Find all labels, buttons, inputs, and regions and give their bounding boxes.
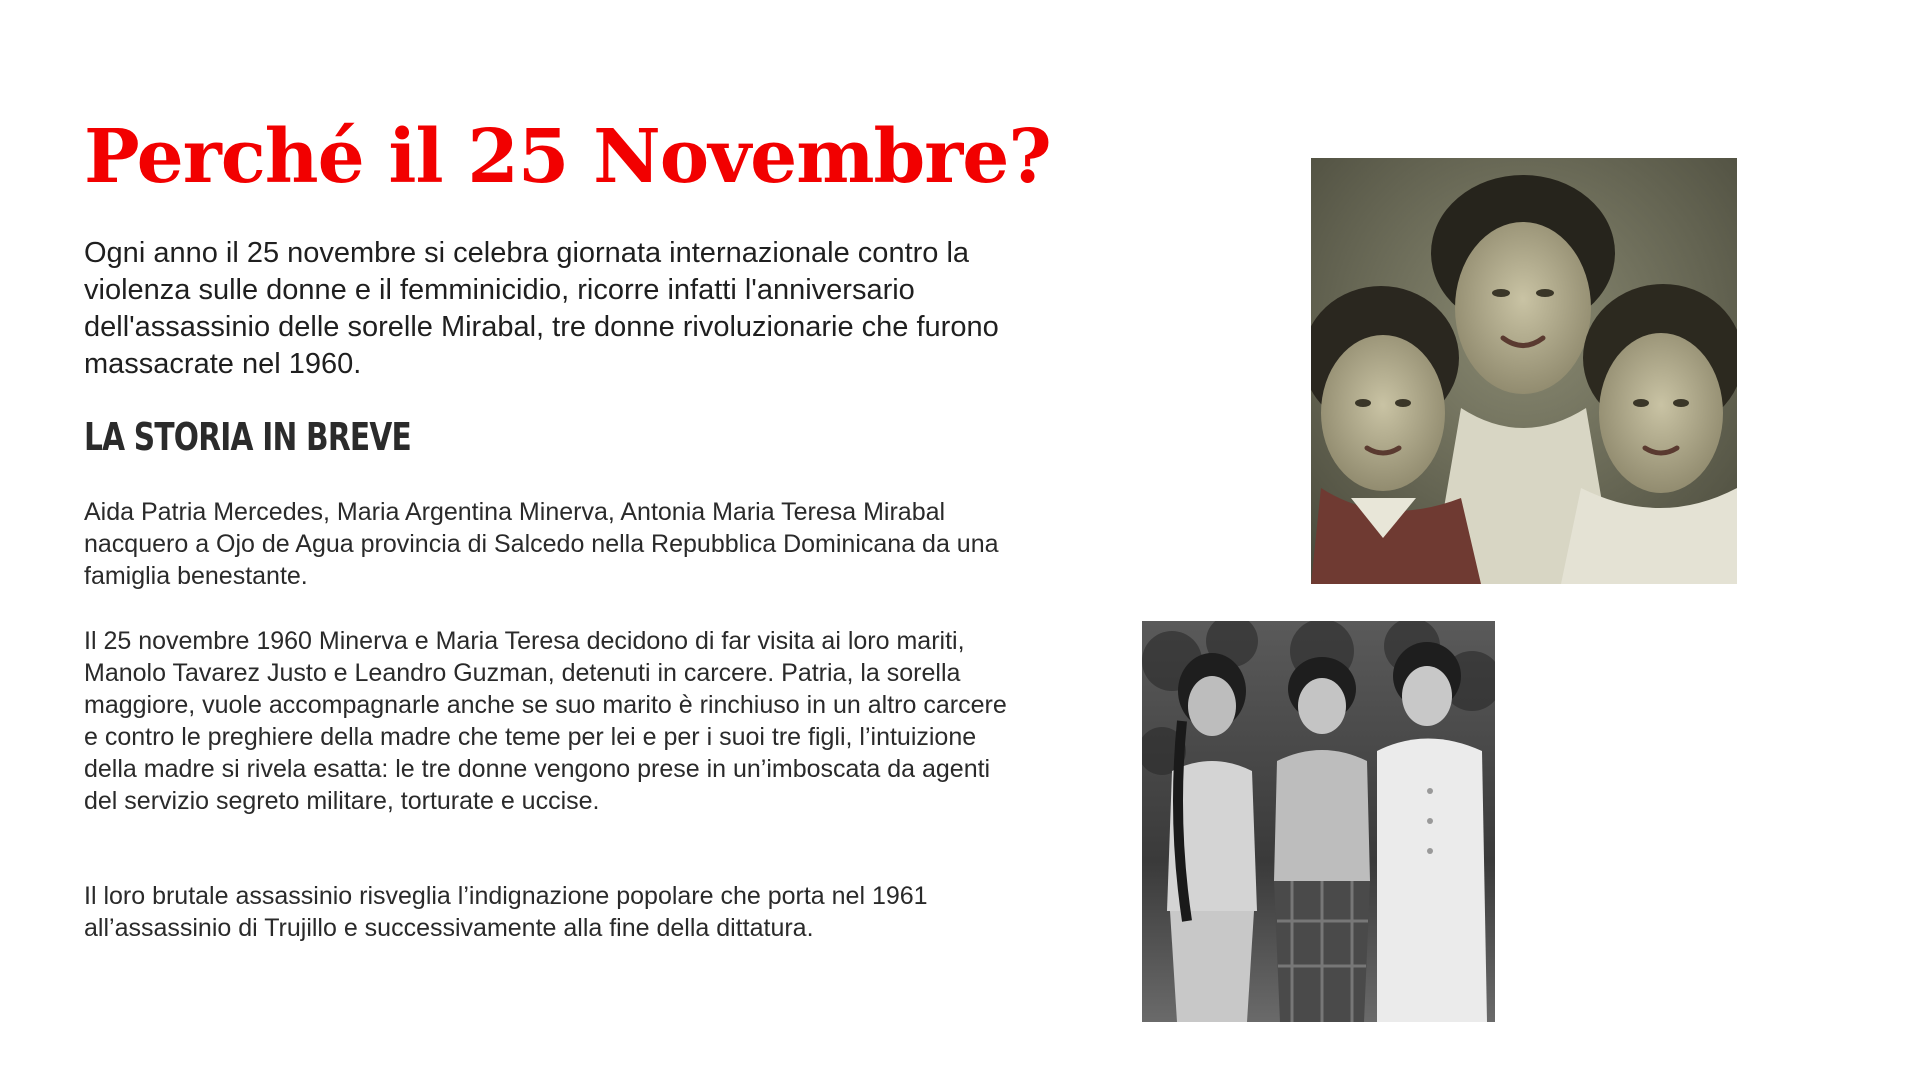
portrait-photo-graphic <box>1311 158 1737 584</box>
story-paragraph-2: Il 25 novembre 1960 Minerva e Maria Teresa decidono di far visita ai loro mariti, Manolo Tavarez Justo e Leandro Guzman, detenuti in carcere. Patria, la sorella maggiore, vuole accompagnarle anche se suo marito è rinchiuso in un altro carcere e contro le preghiere della madre che teme per lei e per i suoi tre figli, l’intuizione della madre si rivela esatta: le tre donne vengono prese in un’imboscata da agenti del servizio segreto militare, torturate e uccise. <box>84 627 1007 815</box>
group-photo-graphic <box>1142 621 1495 1022</box>
story-paragraph-3: Il loro brutale assassinio risveglia l’indignazione popolare che porta nel 1961 all’assassinio di Trujillo e successivamente alla fine della dittatura. <box>84 882 928 942</box>
portrait-photo <box>1311 158 1737 584</box>
intro-paragraph: Ogni anno il 25 novembre si celebra giornata internazionale contro la violenza sulle donne e il femminicidio, ricorre infatti l'anniversario dell'assassinio delle sorelle Mirabal, tre donne rivoluzionarie che furono massacrate nel 1960. <box>84 237 999 380</box>
slide-title: Perché il 25 Novembre? <box>84 114 1051 200</box>
group-photo <box>1142 621 1495 1022</box>
section-subtitle: LA STORIA IN BREVE <box>84 415 411 459</box>
story-paragraph-1: Aida Patria Mercedes, Maria Argentina Minerva, Antonia Maria Teresa Mirabal nacquero a Ojo de Agua provincia di Salcedo nella Repubblica Dominicana da una famiglia benestante. <box>84 498 999 590</box>
